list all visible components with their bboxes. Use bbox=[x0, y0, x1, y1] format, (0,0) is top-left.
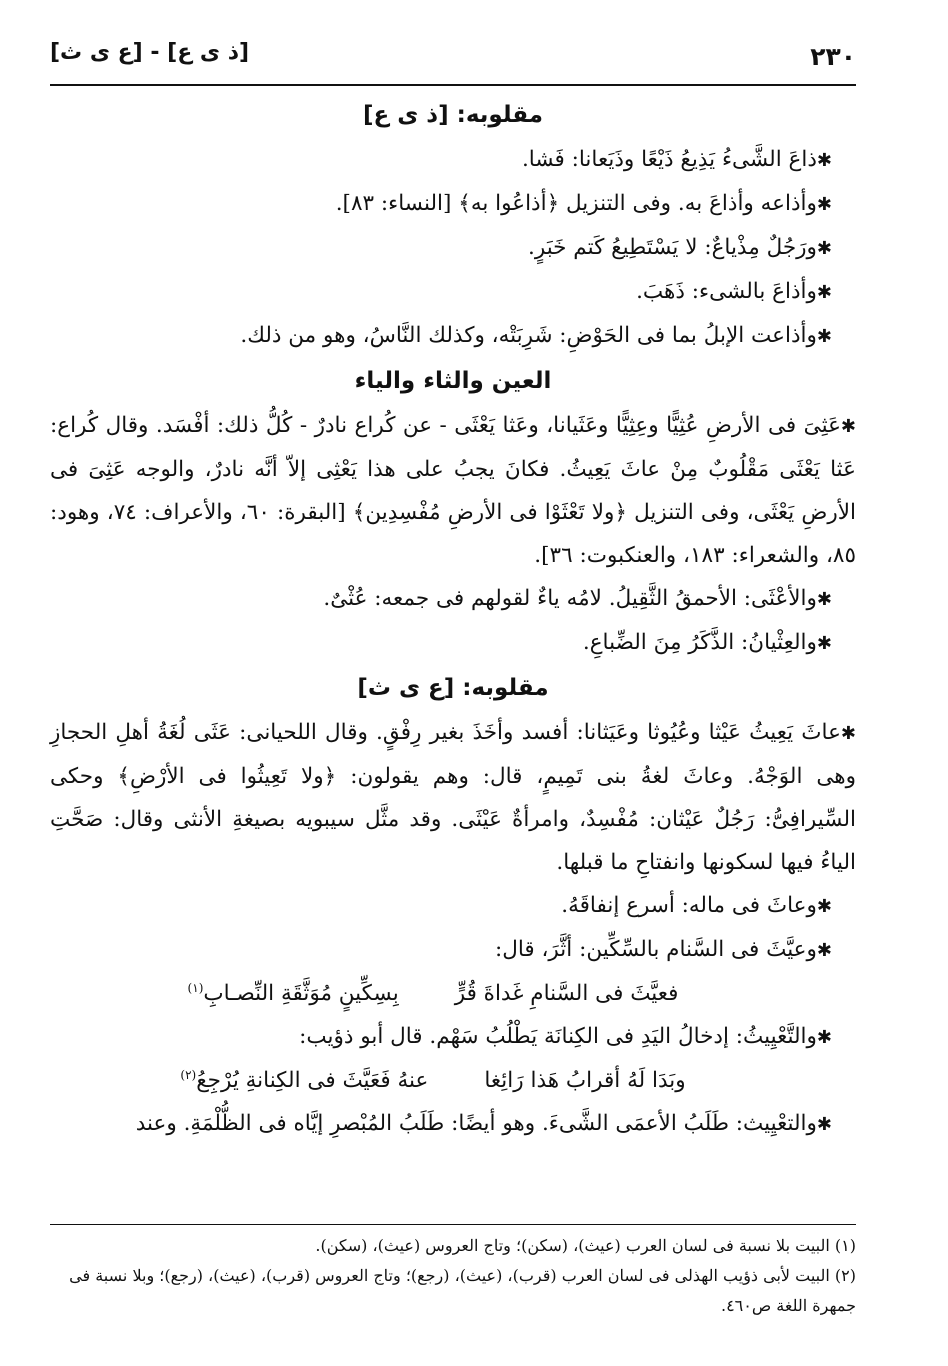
running-head: [ذ ى ع] - [ع ى ث] bbox=[50, 40, 250, 65]
star-icon: ✱ bbox=[816, 238, 832, 259]
poetry-verse bbox=[50, 972, 856, 1015]
verse-second-hemistich: بِسِكِّينٍ مُوَثَّقَةِ النِّصـابِ$^{(١)}$ bbox=[187, 980, 399, 1006]
page-number: ٢٣٠ bbox=[810, 42, 856, 71]
page-body bbox=[50, 92, 856, 1146]
entry: ✱وعيَّثَ فى السَّنام بالسِّكِّين: أثَّرَ، قال: bbox=[494, 937, 832, 962]
footnote-marker: (٢) bbox=[180, 1067, 197, 1082]
footnote-marker: (١) bbox=[187, 980, 204, 995]
star-icon: ✱ bbox=[816, 1027, 832, 1048]
entry: ✱والتعْيِيث: طَلَبُ الأعمَى الشَّىءَ. وهو أيضًا: طَلَبُ المُبْصرِ إيَّاه فى الظُّلْمَةِ. وعند bbox=[135, 1111, 832, 1136]
star-icon: ✱ bbox=[816, 282, 832, 303]
star-icon: ✱ bbox=[816, 589, 832, 610]
footnote: (٢) البيت لأبى ذؤيب الهذلى فى لسان العرب (قرب)، (عيث)، (رجع)؛ وتاج العروس (قرب)، (عيث)، (رجع)؛ وبلا نسبة فى جمهرة اللغة ص٤٦٠. bbox=[69, 1266, 856, 1315]
entry: ✱ذاعَ الشَّىءُ يَذِيعُ ذَيْعًا وذَيَعانا: فَشا. bbox=[521, 147, 832, 172]
verse-first-hemistich: فعيَّثَ فى السَّنامِ غَداةَ قُرٍّ bbox=[454, 981, 679, 1006]
footnotes bbox=[50, 1224, 856, 1321]
verse-second-hemistich: عنهُ فَعَيَّثَ فى الكِنانةِ يُرْجِعُ$^{(٢)}$ bbox=[180, 1067, 429, 1093]
star-icon: ✱ bbox=[816, 1114, 832, 1135]
star-icon: ✱ bbox=[816, 896, 832, 917]
star-icon: ✱ bbox=[816, 194, 832, 215]
verse-first-hemistich: وبَدَا لَهُ أقرابُ هَذا رَائِغا bbox=[484, 1068, 686, 1093]
star-icon: ✱ bbox=[840, 416, 856, 437]
entry: ✱عَثِىَ فى الأرضِ عُثِيًّا وعِثِيًّا وعَثَيانا، وعَثا يَعْثَى - عن كُراع نادرٌ - كُلُّ ذلك: أفْسَد. وقال كُراع: عَثا يَعْثَى مَقْلُوبٌ مِنْ عاثَ يَعِيثُ. فكانَ يجبُ على هذا يَعْثِى إلاّ أنَّه نادرٌ، والوجه عَثِىَ فى الأرضِ يَعْثَى، وفى التنزيل ﴿ولا تَعْثَوْا فى الأرضِ مُفْسِدِين﴾ [البقرة: ٦٠، والأعراف: ٧٤، وهود: ٨٥، والشعراء: ١٨٣، والعنكبوت: ٣٦]. bbox=[50, 413, 856, 568]
entry: ✱ورَجُلٌ مِذْياعٌ: لا يَسْتَطِيعُ كَتم خَبَرٍ. bbox=[528, 235, 832, 260]
entry: ✱والأعْثَى: الأحمقُ الثَّقِيلُ. لامُه ياءٌ لقولهم فى جمعه: عُثْىٌ. bbox=[323, 586, 832, 611]
footnote: (١) البيت بلا نسبة فى لسان العرب (عيث)، (سكن)؛ وتاج العروس (عيث)، (سكن). bbox=[315, 1236, 856, 1255]
entry: ✱عاثَ يَعِيثُ عَيْثا وعُيُوثا وعَيَثانا: أفسد وأخَذَ بغير رِفْقٍ. وقال اللحيانى: عَثَى لُغَةُ أهلِ الحجازِ وهى الوَجْهُ. وعاثَ لغةُ بنى تَمِيمٍ، قال: وهم يقولون: ﴿ولا تَعِيثُوا فى الأرْضِ﴾ وحكى السِّيرافِىُّ: رَجُلٌ عَيْثان: مُفْسِدٌ، وامرأةٌ عَيْثَى. وقد مثَّل سيبويه بصيغةِ الأنثى وقال: صَحَّتِ الياءُ فيها لسكونها وانفتاحِ ما قبلها. bbox=[50, 720, 856, 875]
poetry-verse bbox=[50, 1059, 856, 1102]
star-icon: ✱ bbox=[816, 326, 832, 347]
section-title-ain-ya-tha: مقلوبه: [ع ى ث] bbox=[357, 675, 549, 701]
section-title-dhal-ya-ain: مقلوبه: [ذ ى ع] bbox=[362, 102, 544, 128]
entry: ✱والعِثْيانُ: الذَّكَرُ مِنَ الضِّباعِ. bbox=[582, 630, 832, 655]
star-icon: ✱ bbox=[816, 940, 832, 961]
page-header bbox=[50, 38, 856, 86]
star-icon: ✱ bbox=[816, 150, 832, 171]
star-icon: ✱ bbox=[840, 723, 856, 744]
entry: ✱وأذاعه وأذاعَ به. وفى التنزيل ﴿أذاعُوا به﴾ [النساء: ٨٣]. bbox=[335, 191, 832, 216]
entry: ✱وأذاعت الإبلُ بما فى الحَوْضِ: شَرِبَتْه، وكذلك النَّاسُ، وهو من ذلك. bbox=[240, 323, 832, 348]
entry: ✱والتَّعْيِيثُ: إدخالُ اليَدِ فى الكِنانَة يَطْلُبُ سَهْم. قال أبو ذؤيب: bbox=[299, 1024, 832, 1049]
section-title-ain-tha-ya: العين والثاء والياء bbox=[354, 368, 552, 394]
entry: ✱وعاثَ فى ماله: أسرع إنفاقَهُ. bbox=[561, 893, 832, 918]
entry: ✱وأذاعَ بالشىء: ذَهَبَ. bbox=[636, 279, 832, 304]
star-icon: ✱ bbox=[816, 633, 832, 654]
